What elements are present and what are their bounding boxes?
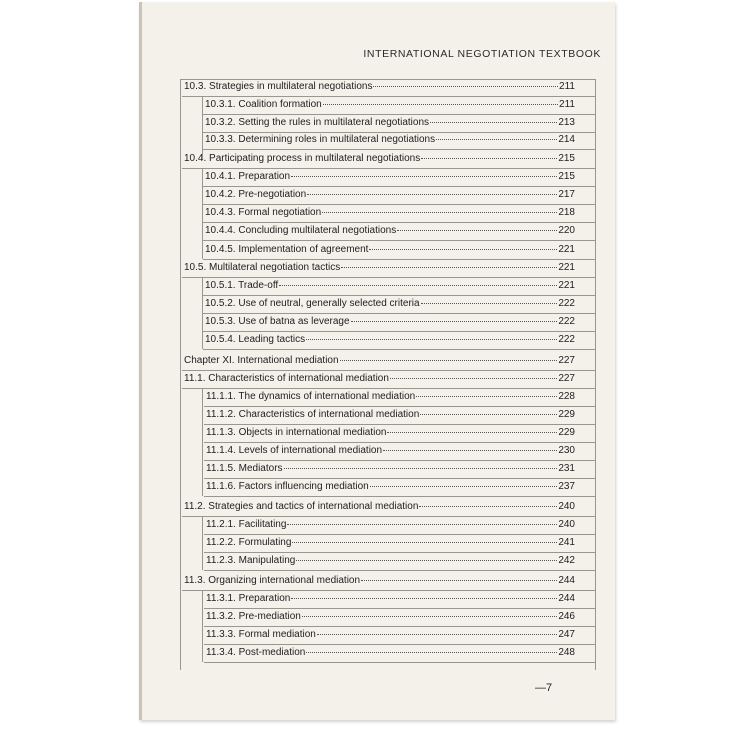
toc-entry-page: 242 bbox=[558, 555, 575, 566]
toc-entry-page: 221 bbox=[558, 262, 575, 273]
toc-entry bbox=[205, 223, 575, 239]
toc-entry bbox=[184, 151, 575, 167]
toc-entry bbox=[205, 332, 575, 348]
table-rule bbox=[180, 79, 181, 670]
row-separator bbox=[204, 662, 595, 663]
toc-entry-page: 244 bbox=[558, 575, 575, 586]
toc-entry-label: 11.2.3. Manipulating bbox=[206, 555, 296, 566]
dot-leader bbox=[387, 431, 557, 433]
dot-leader bbox=[292, 541, 557, 543]
toc-entry bbox=[205, 205, 575, 221]
dot-leader bbox=[340, 359, 558, 361]
book-page bbox=[139, 2, 615, 720]
table-rule bbox=[202, 516, 203, 570]
toc-entry-page: 241 bbox=[558, 537, 575, 548]
toc-entry-label: 11.1.5. Mediators bbox=[206, 463, 283, 474]
toc-entry-label: 11.3.1. Preparation bbox=[206, 593, 291, 604]
toc-entry-label: 10.4.1. Preparation bbox=[205, 171, 291, 182]
dot-leader bbox=[421, 157, 557, 159]
dot-leader bbox=[419, 505, 557, 507]
dot-leader bbox=[420, 413, 557, 415]
row-separator bbox=[203, 240, 595, 241]
toc-entry-page: 211 bbox=[559, 81, 575, 92]
dot-leader bbox=[397, 229, 557, 231]
table-rule bbox=[202, 590, 203, 662]
toc-entry-page: 229 bbox=[558, 427, 575, 438]
dot-leader bbox=[361, 579, 557, 581]
toc-entry-page: 211 bbox=[559, 99, 575, 110]
toc-entry-page: 228 bbox=[558, 391, 575, 402]
toc-entry bbox=[205, 242, 575, 258]
toc-entry-label: 10.4.5. Implementation of agreement bbox=[205, 244, 369, 255]
toc-entry-page: 222 bbox=[558, 298, 575, 309]
toc-entry-label: 11.1.1. The dynamics of international mediation bbox=[206, 391, 416, 402]
toc-entry-page: 237 bbox=[558, 481, 575, 492]
toc-entry bbox=[206, 479, 575, 495]
dot-leader bbox=[421, 302, 558, 304]
table-rule bbox=[202, 97, 203, 159]
toc-entry-label: 10.3. Strategies in multilateral negotiations bbox=[184, 81, 373, 92]
dot-leader bbox=[287, 523, 557, 525]
toc-entry bbox=[206, 645, 575, 661]
dot-leader bbox=[296, 559, 557, 561]
toc-entry bbox=[184, 573, 575, 589]
table-rule bbox=[595, 79, 596, 670]
page-number: —7 bbox=[535, 682, 553, 694]
dot-leader bbox=[279, 284, 557, 286]
toc-entry bbox=[206, 425, 575, 441]
toc-entry-page: 218 bbox=[558, 207, 575, 218]
toc-entry-label: 10.4.3. Formal negotiation bbox=[205, 207, 322, 218]
toc-entry-label: 10.3.2. Setting the rules in multilateral negotiations bbox=[205, 117, 430, 128]
toc-entry-label: 11.1.2. Characteristics of international mediation bbox=[206, 409, 420, 420]
toc-entry-label: 10.3.1. Coalition formation bbox=[205, 99, 322, 110]
toc-entry bbox=[184, 499, 575, 515]
toc-entry-page: 244 bbox=[558, 593, 575, 604]
toc-entry-page: 247 bbox=[558, 629, 575, 640]
toc-entry-page: 227 bbox=[558, 373, 575, 384]
toc-entry bbox=[205, 296, 575, 312]
toc-entry-label: 10.5.1. Trade-off bbox=[205, 280, 279, 291]
toc-entry-label: 10.4.2. Pre-negotiation bbox=[205, 189, 307, 200]
toc-entry-label: 11.3.4. Post-mediation bbox=[206, 647, 306, 658]
dot-leader bbox=[307, 193, 557, 195]
toc-entry-label: 11.3.2. Pre-mediation bbox=[206, 611, 301, 622]
dot-leader bbox=[306, 651, 557, 653]
toc-entry bbox=[184, 371, 575, 387]
toc-entry-page: 246 bbox=[558, 611, 575, 622]
dot-leader bbox=[416, 395, 557, 397]
toc-entry-page: 230 bbox=[558, 445, 575, 456]
toc-entry bbox=[184, 260, 575, 276]
toc-entry-label: 10.5.2. Use of neutral, generally selected criteria bbox=[205, 298, 420, 309]
dot-leader bbox=[370, 485, 558, 487]
row-separator bbox=[203, 149, 595, 150]
toc-entry-label: 11.3.3. Formal mediation bbox=[206, 629, 316, 640]
toc-entry bbox=[205, 278, 575, 294]
toc-entry bbox=[206, 407, 575, 423]
toc-entry-page: 231 bbox=[558, 463, 575, 474]
dot-leader bbox=[351, 320, 558, 322]
toc-entry-page: 248 bbox=[558, 647, 575, 658]
toc-entry bbox=[184, 79, 575, 95]
toc-entry-label: 10.5. Multilateral negotiation tactics bbox=[184, 262, 341, 273]
toc-entry-page: 240 bbox=[558, 501, 575, 512]
toc-entry bbox=[206, 627, 575, 643]
toc-entry bbox=[206, 517, 575, 533]
toc-entry bbox=[206, 389, 575, 405]
toc-entry-page: 240 bbox=[558, 519, 575, 530]
toc-entry-page: 222 bbox=[558, 334, 575, 345]
toc-entry bbox=[206, 609, 575, 625]
toc-entry-page: 220 bbox=[558, 225, 575, 236]
toc-entry bbox=[206, 443, 575, 459]
toc-entry-label: 10.5.4. Leading tactics bbox=[205, 334, 306, 345]
toc-entry-page: 217 bbox=[558, 189, 575, 200]
toc-entry-page: 213 bbox=[558, 117, 575, 128]
toc-entry-page: 227 bbox=[558, 355, 575, 366]
dot-leader bbox=[284, 467, 558, 469]
toc-entry bbox=[205, 187, 575, 203]
dot-leader bbox=[322, 211, 557, 213]
dot-leader bbox=[436, 138, 557, 140]
toc-entry bbox=[206, 461, 575, 477]
toc-entry bbox=[205, 169, 575, 185]
dot-leader bbox=[390, 377, 557, 379]
dot-leader bbox=[306, 338, 557, 340]
toc-entry-label: 10.5.3. Use of batna as leverage bbox=[205, 316, 350, 327]
toc-entry-label: 10.4. Participating process in multilateral negotiations bbox=[184, 153, 421, 164]
toc-entry-label: 11.1. Characteristics of international mediation bbox=[184, 373, 389, 384]
running-head: INTERNATIONAL NEGOTIATION TEXTBOOK bbox=[363, 48, 601, 60]
toc-entry-label: 11.3. Organizing international mediation bbox=[184, 575, 361, 586]
dot-leader bbox=[291, 597, 557, 599]
toc-entry-page: 221 bbox=[558, 244, 575, 255]
dot-leader bbox=[317, 633, 557, 635]
toc-entry-label: 10.4.4. Concluding multilateral negotiations bbox=[205, 225, 397, 236]
row-separator bbox=[203, 349, 595, 350]
table-top-border bbox=[180, 79, 595, 80]
dot-leader bbox=[323, 103, 558, 105]
toc-entry-label: 11.1.6. Factors influencing mediation bbox=[206, 481, 369, 492]
table-rule bbox=[202, 168, 203, 259]
toc-entry-page: 214 bbox=[558, 134, 575, 145]
toc-entry-label: 11.2. Strategies and tactics of international mediation bbox=[184, 501, 419, 512]
dot-leader bbox=[373, 85, 558, 87]
row-separator bbox=[204, 496, 595, 497]
toc-entry bbox=[205, 115, 575, 131]
toc-entry bbox=[206, 535, 575, 551]
dot-leader bbox=[369, 248, 557, 250]
toc-entry-label: Chapter XI. International mediation bbox=[184, 355, 339, 366]
toc-entry bbox=[206, 553, 575, 569]
toc-entry-label: 11.1.3. Objects in international mediation bbox=[206, 427, 387, 438]
toc-entry bbox=[206, 591, 575, 607]
toc-entry bbox=[205, 132, 575, 148]
row-separator bbox=[204, 570, 595, 571]
toc-entry-label: 11.2.1. Facilitating bbox=[206, 519, 287, 530]
table-rule bbox=[202, 388, 203, 496]
toc-entry-label: 11.2.2. Formulating bbox=[206, 537, 292, 548]
dot-leader bbox=[291, 175, 557, 177]
toc-entry-label: 10.3.3. Determining roles in multilateral negotiations bbox=[205, 134, 436, 145]
toc-entry bbox=[205, 97, 575, 113]
dot-leader bbox=[430, 121, 557, 123]
table-rule bbox=[202, 277, 203, 349]
toc-entry-page: 222 bbox=[558, 316, 575, 327]
toc-entry-page: 229 bbox=[558, 409, 575, 420]
toc-entry-label: 11.1.4. Levels of international mediation bbox=[206, 445, 383, 456]
toc-entry-page: 215 bbox=[558, 171, 575, 182]
toc-entry bbox=[205, 314, 575, 330]
dot-leader bbox=[383, 449, 557, 451]
toc-entry-page: 215 bbox=[558, 153, 575, 164]
toc-entry-page: 221 bbox=[558, 280, 575, 291]
dot-leader bbox=[341, 266, 557, 268]
toc-entry bbox=[184, 353, 575, 369]
dot-leader bbox=[302, 615, 557, 617]
